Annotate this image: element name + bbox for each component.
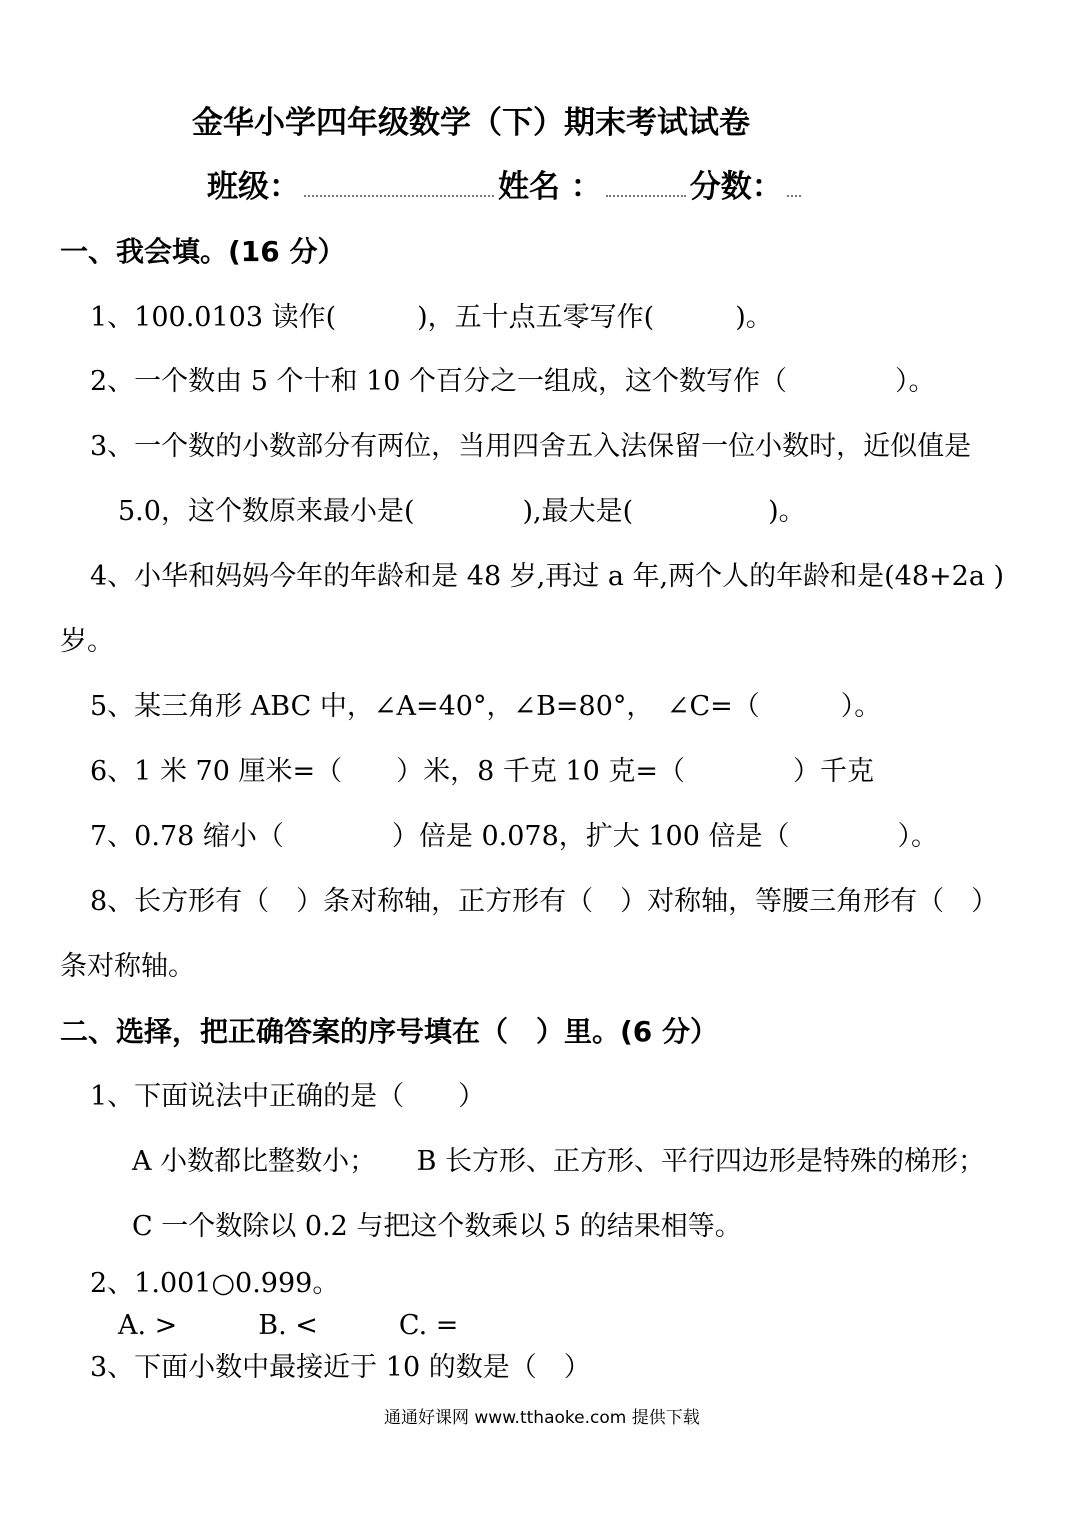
question-1-4: 4、小华和妈妈今年的年龄和是 48 岁,再过 a 年,两个人的年龄和是(48+2a )	[90, 561, 1005, 592]
question-1-6: 6、1 米 70 厘米=（ ）米，8 千克 10 克=（ ）千克	[90, 756, 874, 787]
name-label: 姓名 ：	[498, 169, 602, 205]
question-2-1-options-ab: A 小数都比整数小； B 长方形、正方形、平行四边形是特殊的梯形；	[132, 1146, 986, 1177]
student-info-row	[207, 169, 805, 205]
footer-source: 通通好课网 www.tthaoke.com 提供下载	[384, 1408, 700, 1428]
question-1-3: 3、一个数的小数部分有两位，当用四舍五入法保留一位小数时，近似值是	[90, 431, 972, 462]
question-1-5: 5、某三角形 ABC 中，∠A=40°，∠B=80°， ∠C=（ ）。	[90, 691, 882, 722]
question-2-2: 2、1.001○0.999。	[90, 1268, 340, 1299]
question-2-3: 3、下面小数中最接近于 10 的数是（ ）	[90, 1352, 591, 1383]
question-1-2: 2、一个数由 5 个十和 10 个百分之一组成，这个数写作（ ）。	[90, 366, 936, 397]
question-2-2-options: A. > B. < C. =	[118, 1310, 459, 1341]
score-blank[interactable]	[787, 187, 801, 197]
class-blank[interactable]	[304, 187, 494, 197]
question-1-8: 8、长方形有（ ）条对称轴，正方形有（ ）对称轴，等腰三角形有（ ）	[90, 886, 999, 917]
question-1-1: 1、100.0103 读作( )，五十点五零写作( )。	[90, 302, 773, 333]
class-label: 班级：	[207, 169, 300, 205]
name-blank[interactable]	[606, 187, 686, 197]
question-1-4-cont: 岁。	[60, 626, 114, 657]
section-1-heading: 一、我会填。(16 分）	[60, 235, 346, 268]
question-1-8-cont: 条对称轴。	[60, 951, 195, 982]
exam-title: 金华小学四年级数学（下）期末考试试卷	[192, 105, 750, 141]
question-2-1: 1、下面说法中正确的是（ ）	[90, 1081, 486, 1112]
question-2-1-option-c: C 一个数除以 0.2 与把这个数乘以 5 的结果相等。	[132, 1211, 742, 1242]
section-2-heading: 二、选择，把正确答案的序号填在（ ）里。(6 分）	[60, 1015, 719, 1048]
score-label: 分数：	[689, 169, 783, 205]
question-1-7: 7、0.78 缩小（ ）倍是 0.078，扩大 100 倍是（ ）。	[90, 821, 938, 852]
question-1-3-cont: 5.0，这个数原来最小是( ),最大是( )。	[118, 496, 806, 527]
